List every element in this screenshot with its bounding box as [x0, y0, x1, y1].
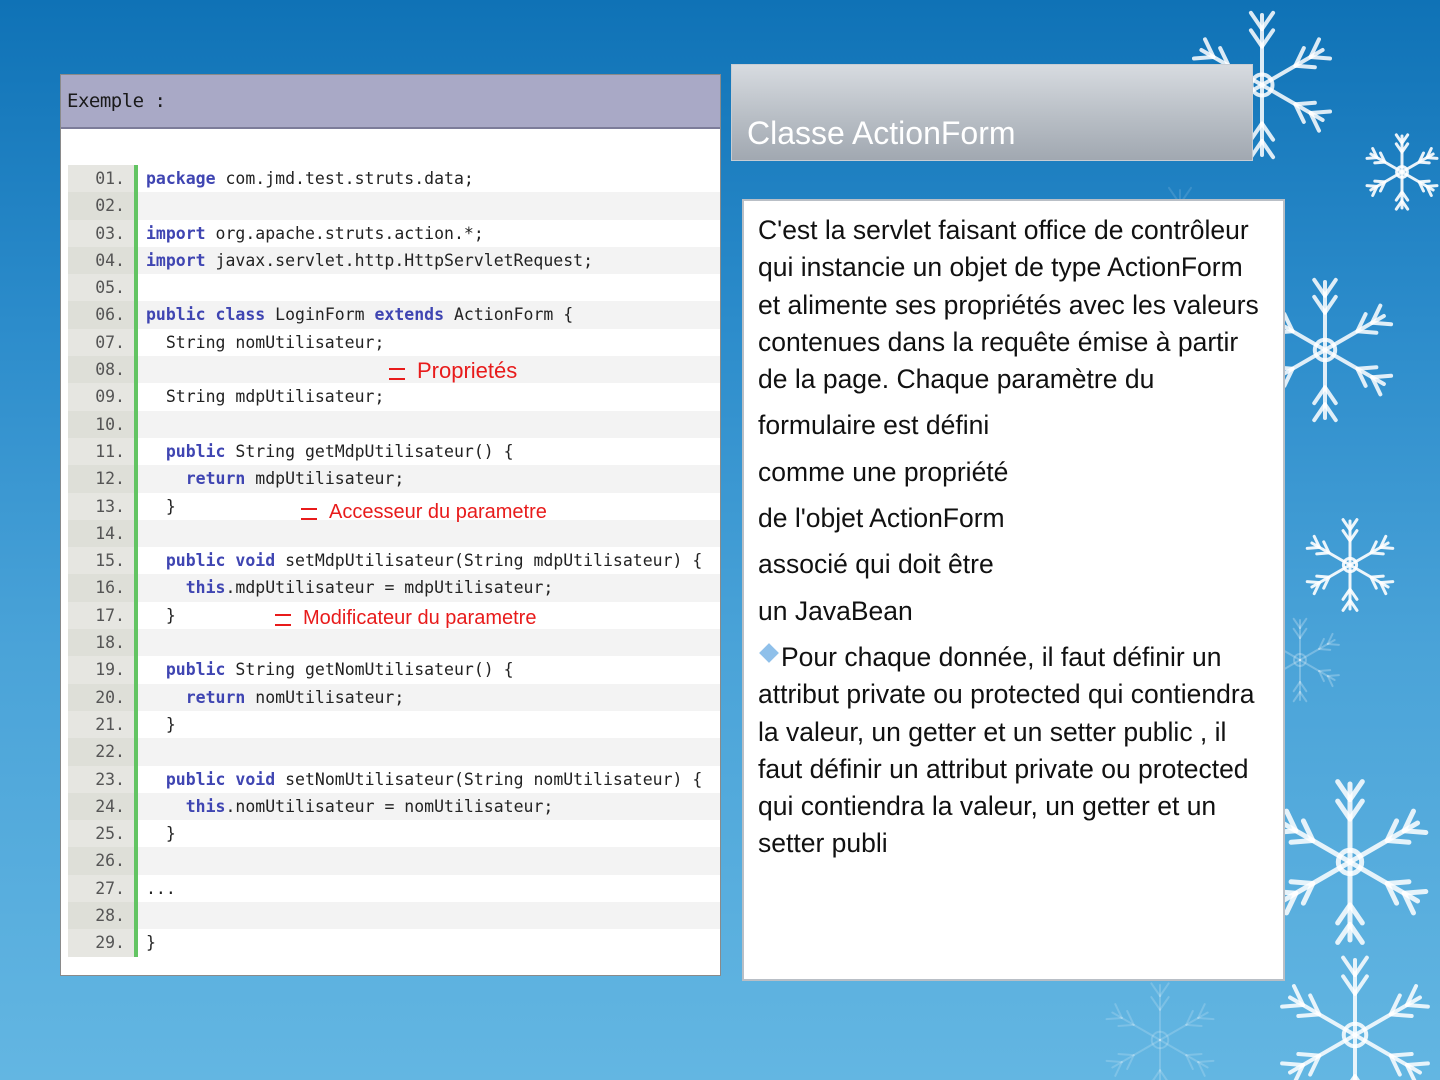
line-number: 03.	[68, 220, 138, 247]
code-line	[68, 220, 720, 247]
annotation-modificateur: Modificateur du parametre	[275, 607, 536, 630]
code-line	[68, 875, 720, 902]
code-text: }	[146, 933, 156, 953]
paragraph: de l'objet ActionForm	[758, 503, 1005, 534]
paragraph: C'est la servlet faisant office de contrôleur qui instancie un objet de type ActionForm et alimente ses propriétés avec les valeurs contenues dans la requête émise à partir de la page. Chaque paramètre du	[758, 215, 1259, 395]
slide-title-box	[731, 64, 1253, 161]
line-number: 25.	[68, 820, 138, 847]
paragraph: associé qui doit être	[758, 549, 994, 580]
line-number: 05.	[68, 274, 138, 301]
line-number: 13.	[68, 493, 138, 520]
code-line	[68, 847, 720, 874]
line-number: 08.	[68, 356, 138, 383]
line-number: 27.	[68, 875, 138, 902]
code-line	[68, 274, 720, 301]
code-line	[68, 656, 720, 683]
code-text: this.mdpUtilisateur = mdpUtilisateur;	[185, 578, 554, 598]
line-number: 29.	[68, 929, 138, 956]
code-text: this.nomUtilisateur = nomUtilisateur;	[185, 796, 554, 816]
code-line	[68, 465, 720, 492]
code-line	[68, 383, 720, 410]
code-text: return mdpUtilisateur;	[185, 469, 405, 489]
paragraph: formulaire est défini	[758, 410, 990, 441]
line-number: 02.	[68, 192, 138, 219]
code-text: String nomUtilisateur;	[146, 332, 385, 352]
code-line	[68, 820, 720, 847]
paragraph: comme une propriété	[758, 456, 1009, 487]
code-line	[68, 438, 720, 465]
code-line	[68, 547, 720, 574]
code-text: public String getNomUtilisateur() {	[165, 660, 514, 680]
code-line	[68, 793, 720, 820]
code-line	[68, 902, 720, 929]
line-number: 04.	[68, 247, 138, 274]
line-number: 12.	[68, 465, 138, 492]
line-number: 11.	[68, 438, 138, 465]
explanation-text-box	[742, 199, 1285, 981]
code-line	[68, 629, 720, 656]
line-number: 20.	[68, 684, 138, 711]
code-text: String mdpUtilisateur;	[146, 387, 385, 407]
code-line	[68, 411, 720, 438]
line-number: 15.	[68, 547, 138, 574]
code-line	[68, 301, 720, 328]
code-text: }	[146, 824, 176, 844]
code-text: }	[146, 714, 176, 734]
bullet-paragraph	[758, 639, 1269, 863]
line-number: 26.	[68, 847, 138, 874]
line-number: 14.	[68, 520, 138, 547]
code-line	[68, 684, 720, 711]
line-number: 23.	[68, 766, 138, 793]
line-number: 18.	[68, 629, 138, 656]
bullet-text: Pour chaque donnée, il faut définir un attribut private ou protected qui contiendra la valeur, un getter et un setter public , il faut définir un attribut private ou protected qui contiendra la valeur, un getter et un setter publi	[758, 641, 1255, 859]
code-text: public void setNomUtilisateur(String nomUtilisateur) {	[165, 769, 703, 789]
line-number: 07.	[68, 329, 138, 356]
code-line	[68, 766, 720, 793]
code-line	[68, 247, 720, 274]
line-number: 09.	[68, 383, 138, 410]
code-text: import javax.servlet.http.HttpServletRequest;	[146, 250, 594, 270]
line-number: 10.	[68, 411, 138, 438]
code-text: public class LoginForm extends ActionForm {	[146, 305, 574, 325]
code-line	[68, 165, 720, 192]
code-line	[68, 711, 720, 738]
line-number: 17.	[68, 602, 138, 629]
line-number: 22.	[68, 738, 138, 765]
code-line	[68, 192, 720, 219]
code-text: package com.jmd.test.struts.data;	[146, 169, 474, 188]
code-listing	[68, 165, 720, 957]
slide-title: Classe ActionForm	[747, 115, 1016, 151]
code-line	[68, 574, 720, 601]
line-number: 28.	[68, 902, 138, 929]
bracket-icon	[275, 614, 291, 626]
annotation-proprietes: Proprietés	[389, 358, 517, 384]
code-text: return nomUtilisateur;	[185, 687, 405, 707]
annotation-accesseur: Accesseur du parametre	[301, 501, 547, 524]
code-text: }	[146, 496, 176, 516]
code-text: import org.apache.struts.action.*;	[146, 223, 484, 243]
code-line	[68, 929, 720, 956]
code-text: public String getMdpUtilisateur() {	[165, 441, 514, 461]
diamond-bullet-icon	[759, 643, 779, 663]
line-number: 19.	[68, 656, 138, 683]
paragraph: un JavaBean	[758, 595, 913, 626]
line-number: 21.	[68, 711, 138, 738]
code-text: ...	[146, 878, 176, 898]
bracket-icon	[389, 368, 405, 380]
code-line	[68, 738, 720, 765]
line-number: 24.	[68, 793, 138, 820]
code-example-panel	[61, 75, 720, 975]
line-number: 06.	[68, 301, 138, 328]
code-panel-header: Exemple :	[61, 75, 720, 129]
code-line	[68, 329, 720, 356]
line-number: 01.	[68, 165, 138, 192]
bracket-icon	[301, 508, 317, 520]
code-text: public void setMdpUtilisateur(String mdpUtilisateur) {	[165, 551, 703, 571]
line-number: 16.	[68, 574, 138, 601]
code-text: }	[146, 605, 176, 625]
